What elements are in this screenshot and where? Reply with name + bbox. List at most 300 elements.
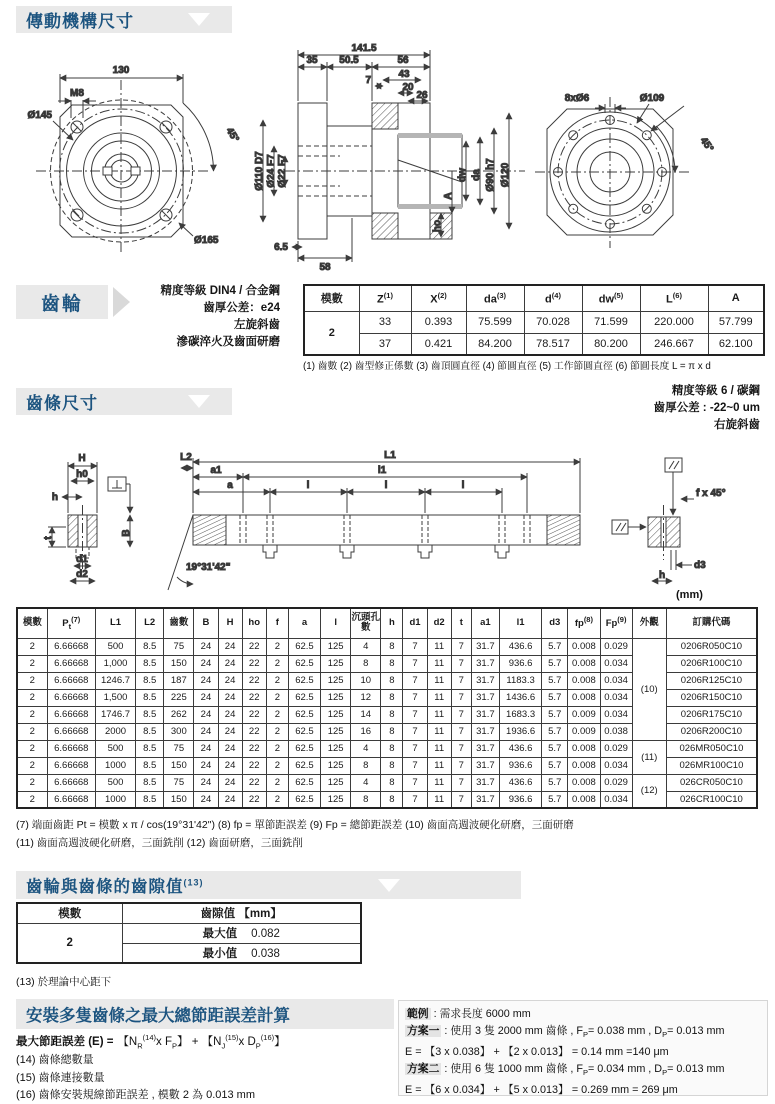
table-cell: 22 (242, 689, 266, 706)
table-cell: 0.393 (411, 311, 466, 333)
gear-module-cell: 2 (304, 311, 359, 355)
table-cell: 7 (403, 689, 427, 706)
rack-col-header: ho (242, 608, 266, 638)
table-cell: 5.7 (542, 689, 568, 706)
table-cell: 2 (266, 706, 288, 723)
section-header-transmission (16, 6, 232, 33)
table-cell: 2 (17, 774, 47, 791)
drawing-gear-section-view (254, 43, 525, 273)
table-cell: 0.034 (600, 757, 632, 774)
example-colon: : (430, 1008, 440, 1020)
table-cell: 187 (164, 672, 194, 689)
example-line (405, 1082, 761, 1099)
table-cell: 31.7 (471, 672, 499, 689)
table-cell: 1,500 (95, 689, 135, 706)
table-cell: 1000 (95, 757, 135, 774)
appearance-group-cell: (11) (632, 740, 666, 774)
footnote-line: (7) 端面齒距 Pt = 模數 x π / cos(19°31'42") (8) fp = 單節距誤差 (9) Fp = 總節距誤差 (10) 齒面高週波硬化研磨，三面研磨 (16, 819, 574, 831)
table-cell: 31.7 (471, 791, 499, 808)
table-cell: 2 (17, 757, 47, 774)
appearance-group-cell: (12) (632, 774, 666, 808)
table-cell: 8 (381, 774, 403, 791)
table-cell: 2 (266, 774, 288, 791)
table-cell: 31.7 (471, 706, 499, 723)
table-cell: 22 (242, 723, 266, 740)
table-cell: 24 (218, 723, 242, 740)
table-cell: 6.66668 (47, 723, 95, 740)
table-cell: 125 (321, 672, 351, 689)
table-cell: 24 (218, 706, 242, 723)
table-cell: 70.028 (524, 311, 582, 333)
table-cell: 62.5 (288, 791, 320, 808)
table-cell: 31.7 (471, 757, 499, 774)
rack-col-header: d1 (403, 608, 427, 638)
gear-dimensions-table (303, 284, 765, 356)
table-cell: 7 (451, 706, 471, 723)
order-code-cell: 0206R150C10 (666, 689, 757, 706)
table-cell: 5.7 (542, 655, 568, 672)
table-cell: 150 (164, 655, 194, 672)
table-cell: 7 (451, 757, 471, 774)
table-cell: 0.008 (568, 638, 600, 655)
table-cell: 0.029 (600, 638, 632, 655)
table-cell: 1746.7 (95, 706, 135, 723)
triangle-down-icon (378, 879, 400, 892)
table-cell: 62.5 (288, 672, 320, 689)
table-cell: 0.008 (568, 689, 600, 706)
backlash-table (16, 902, 362, 964)
table-cell: 125 (321, 723, 351, 740)
table-cell: 0.009 (568, 706, 600, 723)
table-cell: 436.6 (499, 638, 541, 655)
dim-label: l (306, 480, 310, 491)
table-cell: 7 (451, 774, 471, 791)
spec-line: 齒厚公差：e24 (203, 302, 280, 314)
rack-col-header: 沉頭孔數 (351, 608, 381, 638)
triangle-down-icon (188, 13, 210, 26)
table-cell: 8.5 (136, 689, 164, 706)
dim-label: h (658, 570, 666, 581)
table-cell: 500 (95, 638, 135, 655)
dim-label: Ø110 D7 (254, 151, 265, 191)
example-text: 需求長度 6000 mm (439, 1008, 531, 1020)
dim-label: d2 (76, 569, 88, 580)
table-cell: 62.100 (708, 333, 764, 355)
dim-label: l (461, 480, 465, 491)
spec-line: 左旋斜齒 (234, 319, 280, 331)
table-cell: 8.5 (136, 638, 164, 655)
table-cell: 5.7 (542, 757, 568, 774)
gear-table-footnote: (1) 齒數 (2) 齒型修正係數 (3) 齒頂圓直徑 (4) 節圓直徑 (5) 工作節圓直徑 (6) 節圓長度 L = π x d (303, 361, 711, 372)
order-code-cell: 026CR100C10 (666, 791, 757, 808)
dim-label: 35 (306, 55, 318, 66)
table-row (17, 638, 757, 655)
formula-body: 【$N_R^{(14)}x$ $F_P$】 + 【$N_J^{(15)}x$ $D_P^{(16)}$】 (117, 1033, 286, 1051)
table-cell: 75.599 (466, 311, 524, 333)
order-code-cell: 0206R200C10 (666, 723, 757, 740)
rack-col-header: L1 (95, 608, 135, 638)
table-cell: 8.5 (136, 757, 164, 774)
table-cell: 8 (381, 791, 403, 808)
table-cell: 8 (351, 655, 381, 672)
table-cell: 7 (403, 791, 427, 808)
table-cell: 125 (321, 689, 351, 706)
gear-drawings (0, 38, 775, 276)
section-title: 傳動機構尺寸 (26, 12, 134, 31)
rack-drawing (0, 445, 775, 608)
dim-label: 7 (365, 75, 371, 86)
table-cell: 0.421 (411, 333, 466, 355)
table-cell: 500 (95, 740, 135, 757)
table-cell: 8.5 (136, 740, 164, 757)
table-cell: 7 (451, 791, 471, 808)
table-cell: 6.66668 (47, 638, 95, 655)
section-header-install (16, 999, 394, 1029)
table-cell: 2 (266, 723, 288, 740)
rack-col-header: t (451, 608, 471, 638)
table-cell: 62.5 (288, 774, 320, 791)
table-cell: 11 (427, 689, 451, 706)
table-cell: 246.667 (640, 333, 708, 355)
table-cell: 7 (451, 740, 471, 757)
rack-col-header: a1 (471, 608, 499, 638)
triangle-down-icon (188, 395, 210, 408)
table-cell: 22 (242, 638, 266, 655)
table-cell: 24 (218, 655, 242, 672)
table-cell: 2 (266, 638, 288, 655)
table-cell: 7 (403, 740, 427, 757)
table-cell: 16 (351, 723, 381, 740)
table-cell: 2 (266, 791, 288, 808)
gear-section-label-text: 齒輪 (40, 293, 83, 315)
table-cell: 220.000 (640, 311, 708, 333)
plan2-label: 方案二 (407, 1063, 440, 1076)
table-cell: 22 (242, 740, 266, 757)
dim-label: Ø145 (27, 110, 52, 121)
table-cell: 5.7 (542, 672, 568, 689)
table-cell: 24 (194, 740, 218, 757)
section-header-backlash (16, 871, 521, 899)
table-cell: 125 (321, 638, 351, 655)
table-cell: 8 (381, 655, 403, 672)
table-cell: 2 (266, 757, 288, 774)
table-cell: 150 (164, 791, 194, 808)
table-cell: 7 (403, 706, 427, 723)
dim-label: d1 (76, 554, 88, 565)
table-cell: 0.038 (600, 723, 632, 740)
example-box (398, 1000, 768, 1096)
drawing-gear-front-view (28, 65, 241, 252)
table-cell: 2 (266, 672, 288, 689)
rack-col-header: Fp$^{(9)}$ (600, 608, 632, 638)
example-line (405, 1023, 761, 1044)
table-cell: 2 (17, 740, 47, 757)
table-cell: 1183.3 (499, 672, 541, 689)
table-cell: 8 (381, 689, 403, 706)
table-cell: 8 (381, 723, 403, 740)
table-row (304, 333, 764, 355)
backlash-max-label: 最大值 (202, 928, 238, 940)
table-cell: 24 (218, 672, 242, 689)
table-cell: 8.5 (136, 723, 164, 740)
order-code-cell: 0206R050C10 (666, 638, 757, 655)
table-cell: 24 (194, 774, 218, 791)
table-cell: 11 (427, 791, 451, 808)
table-cell: 936.6 (499, 655, 541, 672)
table-cell: 12 (351, 689, 381, 706)
order-code-cell: 026CR050C10 (666, 774, 757, 791)
table-cell: 7 (451, 638, 471, 655)
footnote-line: (14) 齒條總數量 (16, 1054, 94, 1066)
table-cell: 57.799 (708, 311, 764, 333)
table-cell: 31.7 (471, 655, 499, 672)
table-cell: 7 (451, 672, 471, 689)
table-cell: 31.7 (471, 689, 499, 706)
dim-label: H (78, 453, 86, 464)
table-cell: 2 (17, 791, 47, 808)
backlash-min-label: 最小值 (202, 947, 238, 960)
dim-label: 130 (112, 65, 130, 76)
table-cell: 6.66668 (47, 672, 95, 689)
unit-note: (mm) (676, 589, 703, 601)
rack-col-header: f (266, 608, 288, 638)
table-cell: 1936.6 (499, 723, 541, 740)
table-cell: 7 (403, 655, 427, 672)
table-cell: 436.6 (499, 740, 541, 757)
dim-label: 26 (416, 90, 428, 101)
table-cell: 7 (451, 689, 471, 706)
table-cell: 7 (403, 774, 427, 791)
rack-col-header: d3 (542, 608, 568, 638)
dim-label: B (121, 529, 132, 537)
dim-label: a1 (210, 465, 222, 476)
table-cell: 0.008 (568, 791, 600, 808)
gear-col-header: $L^{(6)}$ (640, 285, 708, 311)
table-cell: 8.5 (136, 655, 164, 672)
table-cell: 6.66668 (47, 791, 95, 808)
dim-label: l (384, 480, 388, 491)
table-cell: 2 (17, 723, 47, 740)
table-cell: 936.6 (499, 791, 541, 808)
table-cell: 0.008 (568, 740, 600, 757)
table-cell: 11 (427, 774, 451, 791)
dim-label: ho (432, 219, 443, 233)
rack-col-header: 模數 (17, 608, 47, 638)
table-cell: 8 (381, 672, 403, 689)
table-cell: 8 (381, 757, 403, 774)
table-cell: 62.5 (288, 638, 320, 655)
dim-label: 45° (223, 125, 241, 145)
table-cell: 24 (218, 791, 242, 808)
table-cell: 0.029 (600, 774, 632, 791)
table-cell: 11 (427, 655, 451, 672)
table-cell: 8.5 (136, 774, 164, 791)
table-cell: 6.66668 (47, 740, 95, 757)
dim-label: 43 (398, 69, 410, 80)
table-cell: 24 (218, 689, 242, 706)
table-cell: 0.008 (568, 672, 600, 689)
table-cell: 24 (194, 638, 218, 655)
table-cell: 8 (351, 757, 381, 774)
table-cell: 24 (194, 791, 218, 808)
dim-label: 141.5 (351, 43, 377, 54)
table-cell: 0.034 (600, 655, 632, 672)
plan1-text: 使用 3 隻 2000 mm 齒條 , $F_P= 0.038$ mm , $D_P= 0.013$ mm (450, 1025, 725, 1040)
table-cell: 22 (242, 774, 266, 791)
rack-specs (560, 383, 760, 434)
backlash-min-cell (122, 943, 361, 963)
table-cell: 8 (351, 791, 381, 808)
dim-label: 58 (319, 262, 331, 273)
dim-label: Ø109 (639, 93, 665, 104)
table-cell: 2 (17, 706, 47, 723)
rack-col-header: 訂購代碼 (666, 608, 757, 638)
table-cell: 0.034 (600, 689, 632, 706)
footnote-line: (16) 齒條安裝規線節距誤差 , 模數 2 為 0.013 mm (16, 1089, 255, 1101)
example-line (405, 1006, 761, 1023)
rack-col-header: a (288, 608, 320, 638)
order-code-cell: 0206R125C10 (666, 672, 757, 689)
dim-label: M8 (70, 88, 84, 99)
table-cell: 4 (351, 774, 381, 791)
rack-col-header: h (381, 608, 403, 638)
table-cell: 62.5 (288, 655, 320, 672)
rack-end-view (612, 458, 726, 581)
dim-label: A (443, 192, 454, 200)
table-cell: 2 (17, 689, 47, 706)
example-line (405, 1061, 761, 1082)
table-cell: 80.200 (582, 333, 640, 355)
gear-col-header: A (708, 285, 764, 311)
table-cell: 84.200 (466, 333, 524, 355)
dim-label: t (43, 536, 54, 540)
backlash-col-value: 齒隙值 【mm】 (122, 903, 361, 923)
rack-cross-section (43, 453, 132, 581)
rack-col-header: l (321, 608, 351, 638)
section-title: 齒條尺寸 (26, 394, 98, 413)
table-cell: 8.5 (136, 791, 164, 808)
table-cell: 24 (194, 689, 218, 706)
table-cell: 2 (17, 672, 47, 689)
table-row (17, 740, 757, 757)
dim-label: 56 (397, 55, 409, 66)
dim-label: dw (457, 168, 468, 182)
dim-label: Ø165 (194, 235, 219, 246)
table-cell: 6.66668 (47, 689, 95, 706)
dim-label: 45° (697, 135, 716, 155)
backlash-title-text: 齒輪與齒條的齒隙值 (26, 878, 184, 896)
plan2-text: 使用 6 隻 1000 mm 齒條 , $F_P= 0.034$ mm , $D_P= 0.013$ mm (450, 1063, 725, 1078)
dim-label: Ø90 h7 (485, 158, 496, 192)
table-cell: 0.034 (600, 791, 632, 808)
table-cell: 22 (242, 757, 266, 774)
table-cell: 75 (164, 638, 194, 655)
table-cell: 5.7 (542, 723, 568, 740)
table-cell: 2000 (95, 723, 135, 740)
table-cell: 8.5 (136, 672, 164, 689)
table-cell: 1436.6 (499, 689, 541, 706)
gear-col-header: 模數 (304, 285, 359, 311)
table-cell: 22 (242, 791, 266, 808)
table-cell: 436.6 (499, 774, 541, 791)
table-cell: 125 (321, 774, 351, 791)
table-cell: 7 (403, 638, 427, 655)
table-cell: 22 (242, 672, 266, 689)
table-cell: 125 (321, 740, 351, 757)
table-cell: 8 (381, 638, 403, 655)
rack-top-view (168, 450, 580, 590)
table-cell: 14 (351, 706, 381, 723)
table-cell: 4 (351, 740, 381, 757)
table-cell: 24 (218, 774, 242, 791)
rack-col-header: d2 (427, 608, 451, 638)
gear-col-header: $X^{(2)}$ (411, 285, 466, 311)
section-title (16, 873, 204, 897)
table-cell: 62.5 (288, 757, 320, 774)
rack-col-header: B (194, 608, 218, 638)
dim-label: da (471, 169, 482, 181)
table-cell: 31.7 (471, 723, 499, 740)
table-cell: 300 (164, 723, 194, 740)
table-cell: 1000 (95, 791, 135, 808)
table-cell: 1246.7 (95, 672, 135, 689)
order-code-cell: 0206R100C10 (666, 655, 757, 672)
example-label: 範例 (407, 1008, 429, 1020)
table-cell: 24 (218, 757, 242, 774)
table-cell: 0.009 (568, 723, 600, 740)
table-cell: 2 (266, 655, 288, 672)
table-cell: 75 (164, 774, 194, 791)
table-cell: 62.5 (288, 706, 320, 723)
table-cell: 8.5 (136, 706, 164, 723)
backlash-min-value: 0.038 (251, 947, 280, 960)
order-code-cell: 0206R175C10 (666, 706, 757, 723)
gear-col-header: $d^{(4)}$ (524, 285, 582, 311)
table-cell: 4 (351, 638, 381, 655)
table-cell: 7 (403, 672, 427, 689)
rack-col-header: L2 (136, 608, 164, 638)
table-cell: 62.5 (288, 723, 320, 740)
table-cell: 24 (218, 638, 242, 655)
table-cell: 7 (451, 655, 471, 672)
table-cell: 125 (321, 655, 351, 672)
formula-prefix: 最大節距誤差 (E) = (16, 1036, 114, 1048)
gear-section-label (16, 285, 108, 319)
table-cell: 11 (427, 757, 451, 774)
backlash-module-cell: 2 (17, 923, 122, 963)
gear-col-header: $da^{(3)}$ (466, 285, 524, 311)
table-cell: 0.008 (568, 655, 600, 672)
table-cell: 6.66668 (47, 655, 95, 672)
table-cell: 78.517 (524, 333, 582, 355)
backlash-footnote: (13) 於理論中心距下 (16, 976, 112, 988)
table-cell: 2 (17, 638, 47, 655)
section-title: 安裝多隻齒條之最大總節距誤差計算 (26, 1007, 290, 1025)
table-cell: 31.7 (471, 740, 499, 757)
spec-line: 滲碳淬火及齒面研磨 (176, 336, 280, 348)
dim-label: Ø120 (500, 162, 511, 188)
table-cell: 24 (194, 757, 218, 774)
table-cell: 24 (218, 740, 242, 757)
dim-label: L2 (180, 452, 192, 463)
footnote-line: (15) 齒條連接數量 (16, 1071, 105, 1084)
table-cell: 8 (381, 706, 403, 723)
section-header-rack (16, 388, 232, 415)
table-cell: 37 (359, 333, 411, 355)
table-cell: 8 (381, 740, 403, 757)
table-cell: 31.7 (471, 774, 499, 791)
install-notes (16, 1052, 255, 1104)
